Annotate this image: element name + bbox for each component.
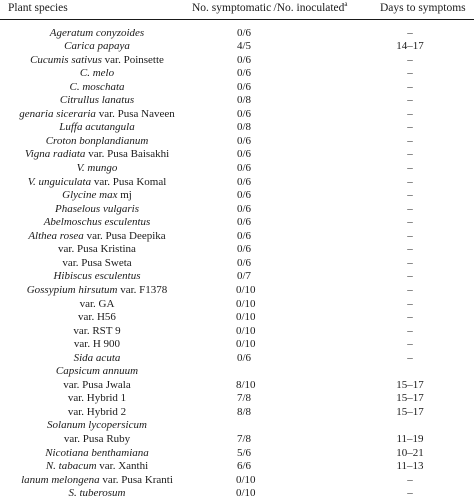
species-name: Althea rosea xyxy=(28,229,84,242)
variety-name: var. Pusa Kranti xyxy=(99,473,173,486)
days-to-symptoms-cell: 11–13 xyxy=(396,460,424,473)
table-row xyxy=(0,474,474,488)
table-row xyxy=(0,487,474,501)
symptomatic-ratio-cell: 0/10 xyxy=(236,324,256,337)
symptomatic-ratio-cell: 0/10 xyxy=(236,311,256,324)
variety-name: var. H 900 xyxy=(73,338,121,351)
plant-species-cell xyxy=(0,487,194,501)
symptomatic-ratio-cell: 4/5 xyxy=(236,40,252,53)
variety-name: var. Pusa Ruby xyxy=(63,433,131,445)
header-symptomatic-ratio xyxy=(192,1,348,15)
header-rule xyxy=(0,19,474,20)
variety-name: var. Pusa Naveen xyxy=(95,107,175,120)
days-to-symptoms-cell: – xyxy=(407,53,413,66)
days-to-symptoms-cell: 15–17 xyxy=(396,405,424,418)
days-to-symptoms-cell: – xyxy=(407,148,413,161)
variety-name: var. GA xyxy=(79,297,115,310)
table-row xyxy=(0,94,474,108)
table-row xyxy=(0,40,474,54)
plant-species-cell xyxy=(0,40,194,54)
days-to-symptoms-cell: – xyxy=(407,121,413,134)
variety-name: var. Pusa Komal xyxy=(91,175,167,188)
days-to-symptoms-cell: – xyxy=(407,270,413,283)
variety-name: var. Pusa Deepika xyxy=(83,229,166,242)
table-row xyxy=(0,108,474,122)
plant-species-cell xyxy=(0,27,194,41)
symptomatic-ratio-cell: 0/6 xyxy=(236,202,252,215)
table-row xyxy=(0,230,474,244)
table-row xyxy=(0,338,474,352)
header-ratio-text: No. symptomatic /No. inoculated xyxy=(192,2,345,14)
species-name: Ageratum conyzoides xyxy=(49,26,145,39)
species-name: Solanum lycopersicum xyxy=(47,419,147,432)
symptomatic-ratio-cell: 0/10 xyxy=(236,338,256,351)
table-row xyxy=(0,176,474,190)
species-name: Gossypium hirsutum xyxy=(26,283,118,296)
species-name: Cucumis sativus xyxy=(30,53,102,66)
variety-name: var. Pusa Baisakhi xyxy=(85,148,170,161)
days-to-symptoms-cell: 10–21 xyxy=(396,446,424,459)
plant-species-cell xyxy=(0,284,194,298)
table-row xyxy=(0,54,474,68)
days-to-symptoms-cell: – xyxy=(407,162,413,174)
symptomatic-ratio-cell: 0/6 xyxy=(236,256,252,269)
species-name: Luffa acutangula xyxy=(59,121,135,134)
table-row xyxy=(0,311,474,325)
symptomatic-ratio-cell: 0/6 xyxy=(236,134,252,147)
days-to-symptoms-cell: – xyxy=(407,216,413,229)
symptomatic-ratio-cell: 8/8 xyxy=(236,405,252,418)
table-row xyxy=(0,284,474,298)
table-row xyxy=(0,433,474,447)
variety-name: var. Xanthi xyxy=(96,460,149,473)
table-row xyxy=(0,148,474,162)
table-row xyxy=(0,189,474,203)
plant-species-cell xyxy=(0,148,194,162)
plant-species-cell xyxy=(0,108,194,122)
species-name: Nicotiana benthamiana xyxy=(45,446,149,459)
plant-species-cell xyxy=(0,135,194,149)
symptomatic-ratio-cell: 0/8 xyxy=(236,121,252,134)
species-name: C. moschata xyxy=(69,80,125,93)
species-name: Hibiscus esculentus xyxy=(53,270,141,283)
table-row xyxy=(0,447,474,461)
plant-species-cell xyxy=(0,474,194,488)
variety-name: var. Hybrid 2 xyxy=(67,405,127,418)
species-name: V. mungo xyxy=(76,162,118,174)
table-row xyxy=(0,325,474,339)
days-to-symptoms-cell: – xyxy=(407,324,413,337)
symptomatic-ratio-cell: 0/6 xyxy=(236,80,252,93)
species-name: Sida acuta xyxy=(73,351,121,364)
table-row xyxy=(0,379,474,393)
plant-species-cell xyxy=(0,94,194,108)
days-to-symptoms-cell: 15–17 xyxy=(396,378,424,391)
variety-name: var. RST 9 xyxy=(73,324,121,337)
symptomatic-ratio-cell: 0/6 xyxy=(236,216,252,229)
species-name: V. unguiculata xyxy=(27,175,92,188)
species-name: Citrullus lanatus xyxy=(59,94,135,107)
table-row xyxy=(0,81,474,95)
table-row xyxy=(0,162,474,176)
plant-species-cell xyxy=(0,162,194,176)
table-row xyxy=(0,27,474,41)
species-name: N. tabacum xyxy=(45,460,97,473)
days-to-symptoms-cell: – xyxy=(407,202,413,215)
species-name: genaria siceraria xyxy=(19,107,96,120)
days-to-symptoms-cell: – xyxy=(407,256,413,269)
symptomatic-ratio-cell: 0/6 xyxy=(236,351,252,364)
species-name: S. tuberosum xyxy=(68,487,126,500)
plant-species-cell xyxy=(0,230,194,244)
days-to-symptoms-cell: – xyxy=(407,175,413,188)
symptomatic-ratio-cell: 0/6 xyxy=(236,243,252,256)
species-name: Carica papaya xyxy=(64,40,130,53)
days-to-symptoms-cell: – xyxy=(407,67,413,80)
plant-species-cell xyxy=(0,325,194,339)
table-row xyxy=(0,365,474,379)
variety-name: var. F1378 xyxy=(117,283,168,296)
symptomatic-ratio-cell: 0/6 xyxy=(236,229,252,242)
variety-name: var. Pusa Jwala xyxy=(63,378,131,391)
header-plant-species: Plant species xyxy=(8,2,68,14)
species-name: Vigna radiata xyxy=(24,148,86,161)
days-to-symptoms-cell: – xyxy=(407,26,413,39)
symptomatic-ratio-cell: 7/8 xyxy=(236,392,252,405)
table-row xyxy=(0,419,474,433)
plant-species-cell xyxy=(0,447,194,461)
symptomatic-ratio-cell: 0/10 xyxy=(236,283,256,296)
days-to-symptoms-cell: – xyxy=(407,80,413,93)
variety-name: var. Pusa Kristina xyxy=(58,243,136,256)
species-name: Phaselous vulgaris xyxy=(54,202,140,215)
symptomatic-ratio-cell: 0/10 xyxy=(236,487,256,500)
footnote-marker: a xyxy=(344,0,348,9)
symptomatic-ratio-cell: 0/6 xyxy=(236,175,252,188)
plant-species-cell xyxy=(0,406,194,420)
table-row xyxy=(0,67,474,81)
plant-species-cell xyxy=(0,257,194,271)
days-to-symptoms-cell: 14–17 xyxy=(396,40,424,53)
plant-species-cell xyxy=(0,365,194,379)
symptomatic-ratio-cell: 7/8 xyxy=(236,433,252,445)
symptomatic-ratio-cell: 0/10 xyxy=(236,297,256,310)
symptomatic-ratio-cell: 0/6 xyxy=(236,53,252,66)
species-name: Glycine max xyxy=(62,189,118,202)
days-to-symptoms-cell: – xyxy=(407,338,413,351)
table-row xyxy=(0,298,474,312)
plant-species-cell xyxy=(0,352,194,366)
days-to-symptoms-cell: 15–17 xyxy=(396,392,424,405)
plant-species-cell xyxy=(0,298,194,312)
table-row xyxy=(0,203,474,217)
symptomatic-ratio-cell: 0/6 xyxy=(236,148,252,161)
symptomatic-ratio-cell: 8/10 xyxy=(236,378,256,391)
symptomatic-ratio-cell: 0/7 xyxy=(236,270,252,283)
table-row xyxy=(0,121,474,135)
plant-species-cell xyxy=(0,379,194,393)
table-row xyxy=(0,392,474,406)
plant-species-cell xyxy=(0,203,194,217)
plant-species-cell xyxy=(0,81,194,95)
plant-species-cell xyxy=(0,189,194,203)
days-to-symptoms-cell: – xyxy=(407,283,413,296)
days-to-symptoms-cell: – xyxy=(407,311,413,324)
symptomatic-ratio-cell: 0/8 xyxy=(236,94,252,107)
days-to-symptoms-cell: – xyxy=(407,351,413,364)
plant-species-cell xyxy=(0,67,194,81)
species-name: C. melo xyxy=(79,67,115,80)
variety-name: var. Poinsette xyxy=(101,53,164,66)
symptomatic-ratio-cell: 5/6 xyxy=(236,446,252,459)
plant-species-cell xyxy=(0,270,194,284)
symptomatic-ratio-cell: 0/6 xyxy=(236,107,252,120)
days-to-symptoms-cell: – xyxy=(407,229,413,242)
symptomatic-ratio-cell: 0/6 xyxy=(236,162,252,174)
table-row xyxy=(0,406,474,420)
days-to-symptoms-cell: – xyxy=(407,107,413,120)
table-row xyxy=(0,135,474,149)
days-to-symptoms-cell: – xyxy=(407,134,413,147)
plant-species-cell xyxy=(0,54,194,68)
days-to-symptoms-cell: – xyxy=(407,473,413,486)
plant-species-cell xyxy=(0,338,194,352)
plant-species-cell xyxy=(0,392,194,406)
plant-species-cell xyxy=(0,121,194,135)
days-to-symptoms-cell: – xyxy=(407,297,413,310)
plant-species-cell xyxy=(0,311,194,325)
symptomatic-ratio-cell: 0/10 xyxy=(236,473,256,486)
plant-species-cell xyxy=(0,433,194,447)
table-row xyxy=(0,257,474,271)
table-row xyxy=(0,352,474,366)
plant-species-cell xyxy=(0,216,194,230)
header-days-to-symptoms: Days to symptoms xyxy=(380,2,466,14)
species-name: Capsicum annuum xyxy=(55,365,139,378)
plant-species-cell xyxy=(0,419,194,433)
species-name: Abelmoschus esculentus xyxy=(43,216,151,229)
days-to-symptoms-cell: 11–19 xyxy=(396,433,424,445)
table-row xyxy=(0,216,474,230)
table-row xyxy=(0,460,474,474)
species-name: lanum melongena xyxy=(21,473,100,486)
table-row xyxy=(0,243,474,257)
table-row xyxy=(0,270,474,284)
variety-name: var. Hybrid 1 xyxy=(67,392,127,405)
plant-species-cell xyxy=(0,243,194,257)
plant-species-cell xyxy=(0,460,194,474)
symptomatic-ratio-cell: 0/6 xyxy=(236,189,252,202)
plant-species-cell xyxy=(0,176,194,190)
variety-name: var. H56 xyxy=(78,311,116,324)
symptomatic-ratio-cell: 0/6 xyxy=(236,67,252,80)
variety-name: mj xyxy=(117,189,132,202)
days-to-symptoms-cell: – xyxy=(407,243,413,256)
species-name: Croton bonplandianum xyxy=(45,134,149,147)
variety-name: var. Pusa Sweta xyxy=(62,256,132,269)
days-to-symptoms-cell: – xyxy=(407,94,413,107)
symptomatic-ratio-cell: 6/6 xyxy=(236,460,252,473)
days-to-symptoms-cell: – xyxy=(407,487,413,500)
days-to-symptoms-cell: – xyxy=(407,189,413,202)
symptomatic-ratio-cell: 0/6 xyxy=(236,26,252,39)
